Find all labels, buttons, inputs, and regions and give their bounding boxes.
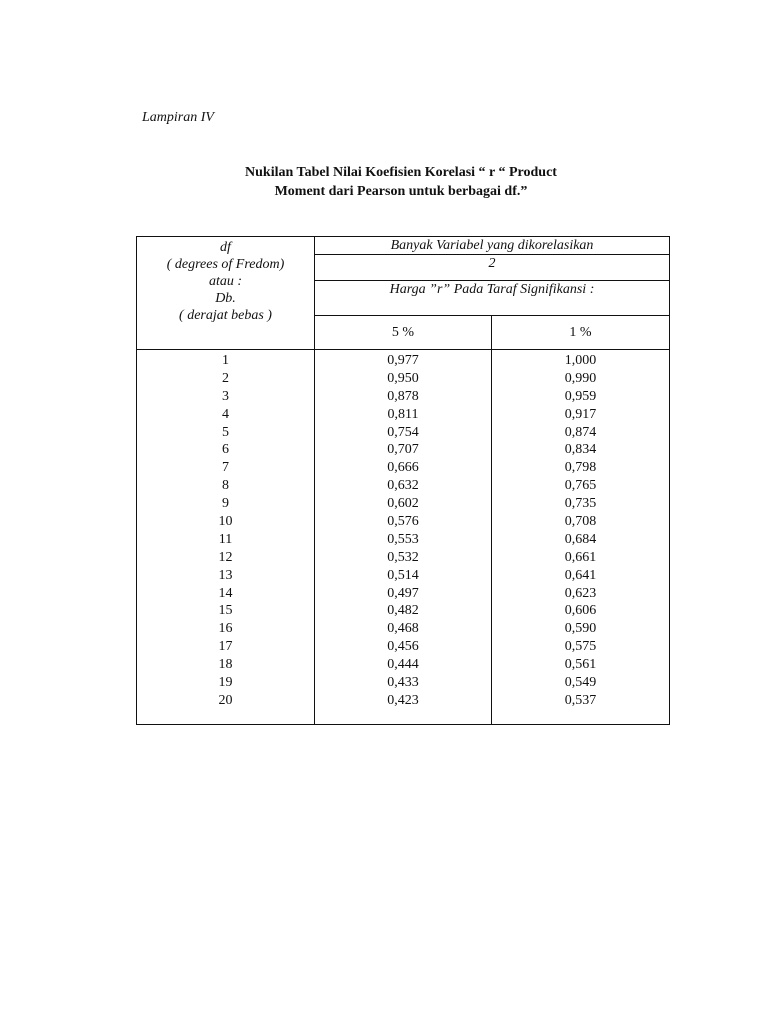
df-header-line-1: df [220, 240, 231, 255]
r-1-percent-value: 0,549 [564, 675, 597, 691]
r-5-percent-value: 0,433 [387, 675, 419, 691]
df-value: 5 [222, 424, 229, 440]
df-header-line-4: Db. [215, 291, 236, 306]
r-1-percent-value: 0,661 [564, 549, 597, 565]
r-1-percent-value: 0,959 [564, 388, 597, 404]
r-1-percent-value: 0,708 [564, 514, 597, 530]
df-column [137, 350, 315, 725]
r-5-percent-value: 0,497 [387, 585, 419, 601]
r-1-percent-column [492, 350, 670, 725]
col-header-5-percent: 5 % [315, 316, 492, 350]
df-value: 14 [218, 585, 233, 601]
r-1-percent-value: 0,537 [564, 692, 597, 708]
r-1-percent-value: 0,990 [564, 370, 597, 386]
document-title [130, 163, 672, 201]
r-1-percent-value: 0,575 [564, 639, 597, 655]
df-value: 16 [218, 621, 233, 637]
r-5-percent-value: 0,553 [387, 531, 419, 547]
r-5-percent-value: 0,444 [387, 657, 419, 673]
r-1-percent-value: 0,590 [564, 621, 597, 637]
df-header-line-2: ( degrees of Fredom) [166, 257, 285, 272]
r-5-percent-value: 0,632 [387, 478, 419, 494]
r-5-percent-value: 0,456 [387, 639, 419, 655]
r-5-percent-value: 0,666 [387, 460, 419, 476]
df-value: 4 [222, 406, 229, 422]
df-header-line-5: ( derajat bebas ) [179, 308, 272, 323]
r-1-percent-value: 0,641 [564, 567, 597, 583]
df-header-line-3: atau : [208, 274, 243, 289]
df-value: 20 [218, 692, 233, 708]
df-value: 13 [218, 567, 233, 583]
r-5-percent-value: 0,423 [387, 692, 419, 708]
variables-header: Banyak Variabel yang dikorelasikan [315, 237, 670, 255]
df-value: 7 [222, 460, 229, 476]
r-1-percent-value: 0,765 [564, 478, 597, 494]
r-1-percent-value: 1,000 [564, 353, 597, 368]
r-5-percent-value: 0,811 [387, 406, 419, 422]
r-1-percent-value: 0,735 [564, 496, 597, 512]
df-value: 8 [222, 478, 229, 494]
df-value: 17 [218, 639, 233, 655]
r-1-percent-value: 0,834 [564, 442, 597, 458]
r-1-percent-value: 0,606 [564, 603, 597, 619]
r-1-percent-value: 0,623 [564, 585, 597, 601]
r-5-percent-value: 0,878 [387, 388, 419, 404]
variables-count: 2 [315, 255, 670, 281]
df-value: 1 [222, 353, 229, 368]
df-value: 18 [218, 657, 233, 673]
r-1-percent-value: 0,798 [564, 460, 597, 476]
col-header-1-percent: 1 % [492, 316, 670, 350]
r-5-percent-value: 0,754 [387, 424, 419, 440]
r-5-percent-value: 0,482 [387, 603, 419, 619]
r-5-percent-value: 0,514 [387, 567, 419, 583]
title-line-2: Moment dari Pearson untuk berbagai df.” [274, 184, 528, 199]
df-value: 6 [222, 442, 229, 458]
title-line-1: Nukilan Tabel Nilai Koefisien Korelasi “ r “ Product [245, 165, 557, 180]
df-value: 12 [218, 549, 233, 565]
r-5-percent-value: 0,576 [387, 514, 419, 530]
df-header-cell [137, 237, 315, 350]
df-value: 19 [218, 675, 233, 691]
df-value: 3 [222, 388, 229, 404]
df-value: 10 [218, 514, 233, 530]
df-value: 9 [222, 496, 229, 512]
r-5-percent-column [315, 350, 492, 725]
r-5-percent-value: 0,977 [387, 353, 419, 368]
correlation-table [136, 236, 670, 725]
df-value: 2 [222, 370, 229, 386]
r-5-percent-value: 0,532 [387, 549, 419, 565]
r-1-percent-value: 0,917 [564, 406, 597, 422]
df-value: 15 [218, 603, 233, 619]
r-1-percent-value: 0,874 [564, 424, 597, 440]
appendix-label: Lampiran IV [142, 110, 214, 125]
r-5-percent-value: 0,950 [387, 370, 419, 386]
r-1-percent-value: 0,561 [564, 657, 597, 673]
r-5-percent-value: 0,602 [387, 496, 419, 512]
r-5-percent-value: 0,468 [387, 621, 419, 637]
significance-header: Harga ”r” Pada Taraf Signifikansi : [315, 281, 670, 316]
r-1-percent-value: 0,684 [564, 531, 597, 547]
df-value: 11 [218, 531, 233, 547]
r-5-percent-value: 0,707 [387, 442, 419, 458]
